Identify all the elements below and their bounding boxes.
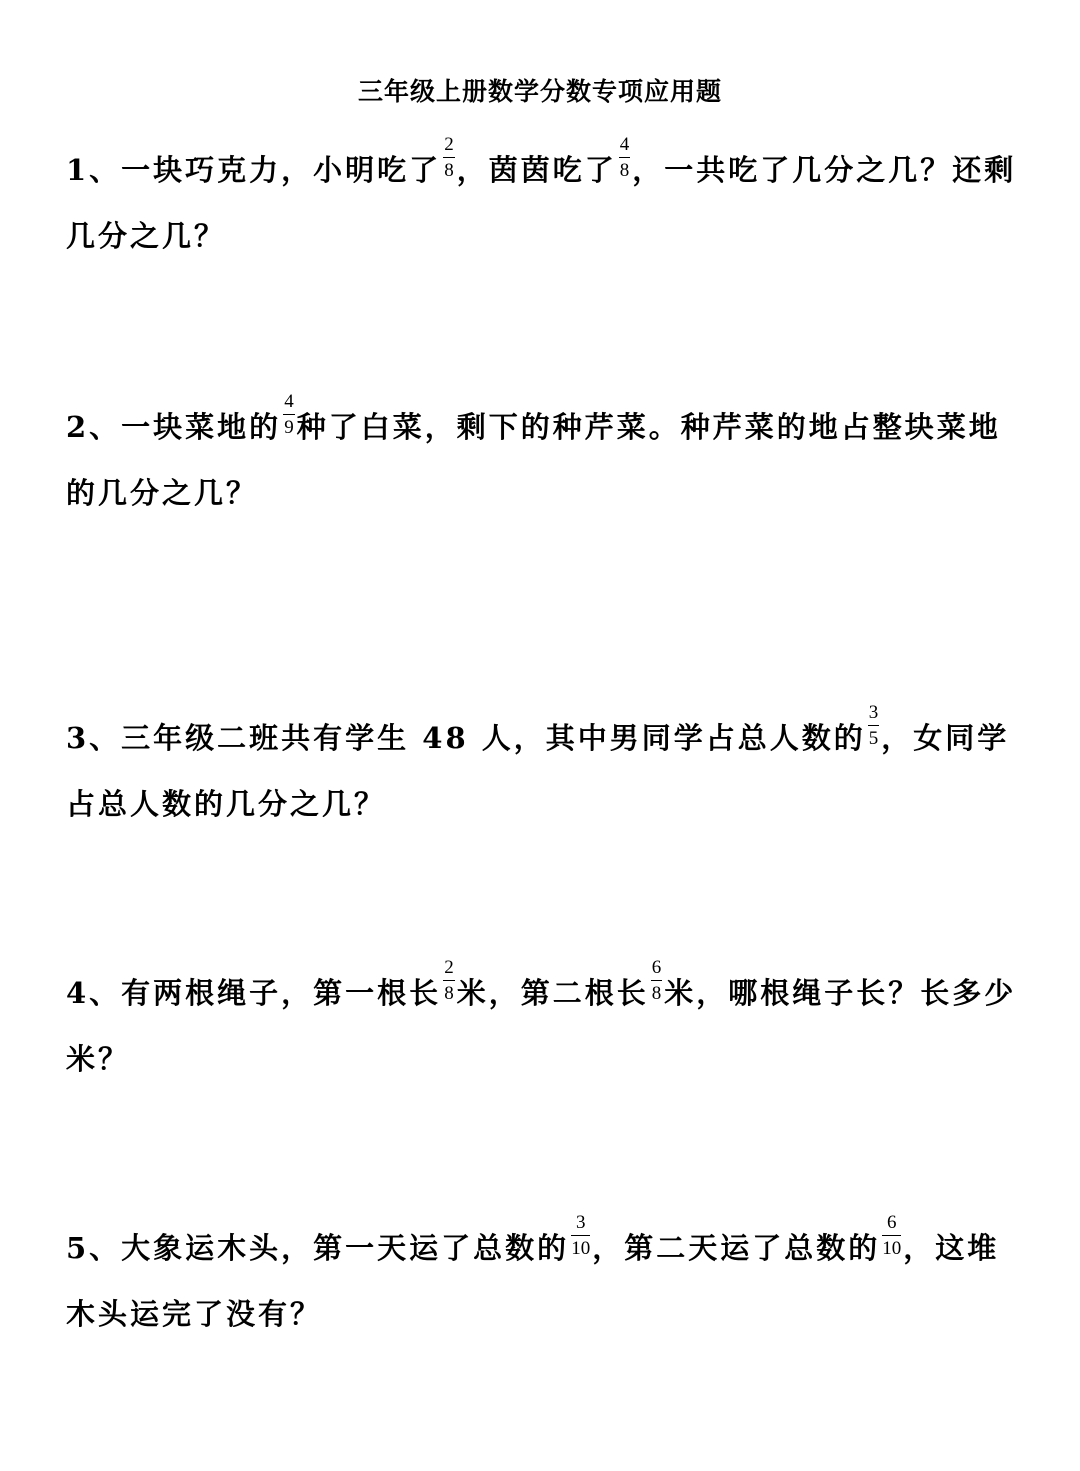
question-text: 3、三年级二班共有学生 48 人，其中男同学占总人数的 xyxy=(66,721,866,755)
page-title: 三年级上册数学分数专项应用题 xyxy=(357,77,722,106)
fraction xyxy=(882,1213,901,1259)
fraction xyxy=(651,958,663,1004)
fraction-denominator: 8 xyxy=(444,983,454,1004)
fraction-denominator: 8 xyxy=(619,160,630,181)
fraction-denominator: 9 xyxy=(284,417,294,438)
fraction-numerator: 3 xyxy=(571,1213,590,1236)
fraction-denominator: 10 xyxy=(882,1238,902,1259)
question-text: 种了白菜，剩下的种芹菜。种芹菜的地占整块菜地的几分之几？ xyxy=(66,410,1001,510)
question-text: 5、大象运木头，第一天运了总数的 xyxy=(66,1231,570,1265)
fraction xyxy=(868,703,880,749)
question-5 xyxy=(66,1212,1021,1347)
fraction-denominator: 5 xyxy=(868,728,879,749)
question-text: ，一共吃了几分之几？还剩几分之几？ xyxy=(66,153,1017,253)
question-text: 米，第二根长 xyxy=(456,976,649,1010)
fraction-numerator: 3 xyxy=(868,703,880,726)
fraction-numerator: 2 xyxy=(443,958,455,981)
fraction-numerator: 2 xyxy=(443,135,455,158)
fraction-numerator: 4 xyxy=(283,392,295,415)
fraction xyxy=(443,958,455,1004)
fraction xyxy=(619,135,631,181)
question-text: 4、有两根绳子，第一根长 xyxy=(66,976,442,1010)
fraction-numerator: 6 xyxy=(651,958,663,981)
question-3 xyxy=(66,702,1021,837)
question-text: 米，哪根绳子长？长多少米？ xyxy=(66,976,1017,1076)
question-1 xyxy=(66,134,1021,269)
question-2 xyxy=(66,391,1021,526)
fraction xyxy=(443,135,455,181)
question-text: 1、一块巧克力，小明吃了 xyxy=(66,153,442,187)
fraction-denominator: 8 xyxy=(651,983,662,1004)
question-text: ，第二天运了总数的 xyxy=(592,1231,881,1265)
fraction xyxy=(571,1213,590,1259)
fraction-numerator: 4 xyxy=(619,135,631,158)
fraction-denominator: 10 xyxy=(571,1238,591,1259)
fraction xyxy=(283,392,295,438)
fraction-numerator: 6 xyxy=(882,1213,901,1236)
fraction-denominator: 8 xyxy=(444,160,454,181)
question-text: ，茵茵吃了 xyxy=(456,153,617,187)
question-text: 2、一块菜地的 xyxy=(66,410,282,444)
question-text: ，这堆木头运完了没有？ xyxy=(66,1231,1000,1331)
question-4 xyxy=(66,957,1021,1092)
question-text: ，女同学占总人数的几分之几？ xyxy=(66,721,1010,821)
